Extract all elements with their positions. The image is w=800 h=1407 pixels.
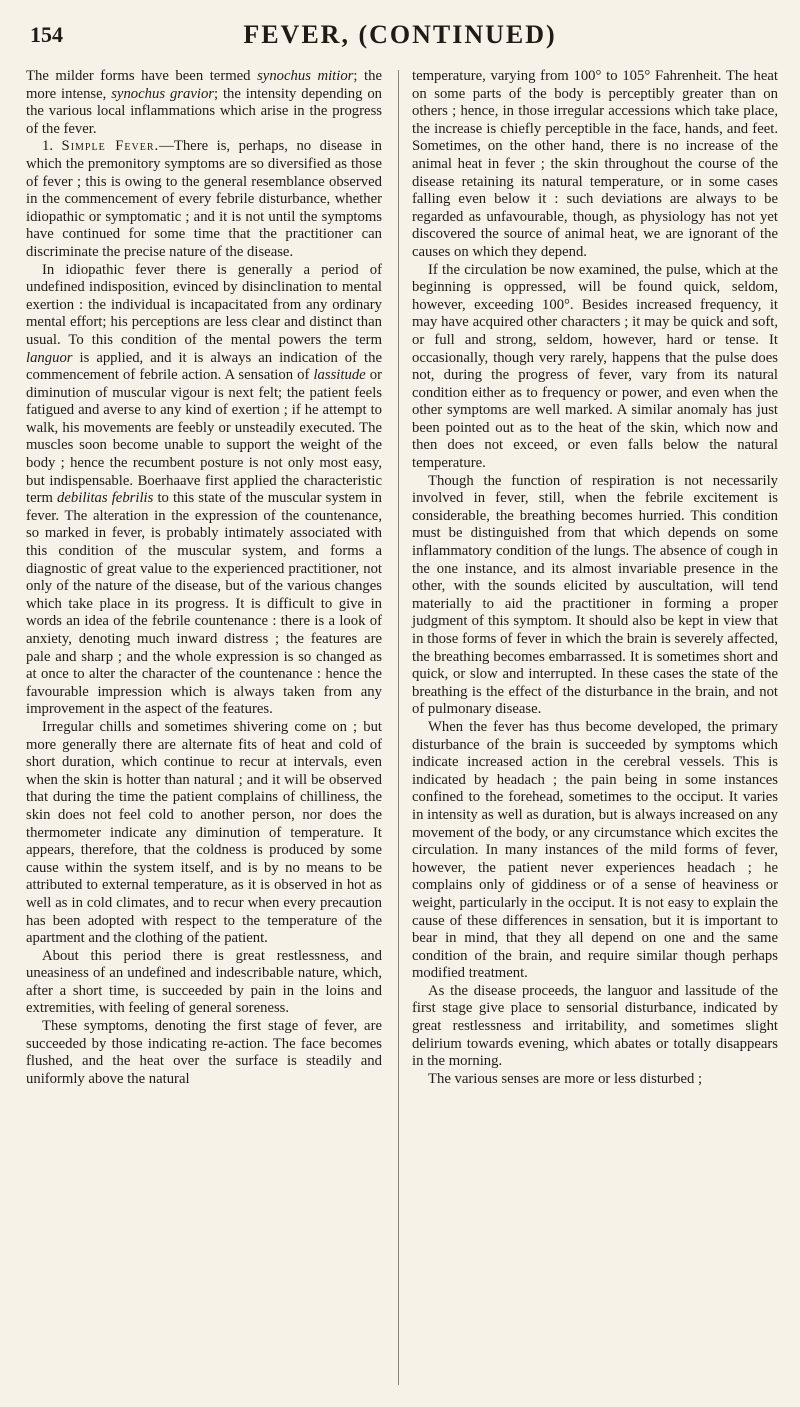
column-divider: [398, 70, 399, 1385]
paragraph-disease-proceeds: As the disease proceeds, the languor and lassitude of the first stage give place to sensorial disturbance, indicated by great restlessness and irritability, and sometimes slight delirium towards evening, which abates or totally disappears in the morning.: [412, 982, 778, 1070]
section-heading: Simple Fever.: [61, 138, 160, 155]
paragraph-simple-fever: 1. Simple Fever.—There is, perhaps, no disease in which the premonitory symptoms are so diversified as those of fever ; this is owing to the general resemblance observed in the commencement of every febrile disturbance, whether idiopathic or symptomatic ; and it is not until the symptoms have continued for some time that the practitioner can discriminate the precise nature of the disease.: [26, 138, 383, 260]
paragraph-circulation: If the circulation be now examined, the pulse, which at the beginning is oppressed, will be found quick, seldom, however, exceeding 100°. Besides increased frequency, it may have acquired other characters ; it may be quick and soft, or full and strong, seldom, however, hard or tense. It occasionally, though very rarely, happens that the pulse does not, during the progress of fever, vary from its natural condition either as to frequency or power, and even when the other symptoms are well marked. A similar anomaly has just been pointed out as to the heat of the skin, which now and then does not exceed, or even falls below the natural temperature.: [412, 261, 778, 472]
paragraph-restlessness: About this period there is great restlessness, and uneasiness of an undefined and indescribable nature, which, after a short time, is succeeded by pain in the loins and extremities, with feeling of general soreness.: [26, 947, 382, 1017]
paragraph-respiration: Though the function of respiration is not necessarily involved in fever, still, when the febrile excitement is considerable, the breathing becomes hurried. This condition must be distinguished from that which depends on some inflammatory condition of the lungs. The absence of cough in the one instance, and its almost invariable presence in the other, with the sounds elicited by auscultation, will tend materially to aid the practitioner in forming a proper judgment of this symptom. It should also be kept in view that in those forms of fever in which the brain is severely affected, the breathing becomes embarrassed. It is sometimes short and quick, or slow and interrupted. In these cases the state of the breathing is the effect of the disturbance in the brain, and not of pulmonary disease.: [412, 472, 778, 718]
page-number: 154: [30, 22, 63, 47]
page-header: [30, 14, 770, 54]
running-head: FEVER, (CONTINUED): [243, 20, 557, 49]
right-column: [412, 68, 778, 1088]
paragraph-idiopathic: In idiopathic fever there is generally a period of undefined indisposition, evinced by disinclination to mental exertion : the individual is incapacitated from any ordinary mental effort; his perceptions are less clear and distinct than usual. To this condition of the mental powers the term languor is applied, and it is always an indication of the commencement of febrile action. A sensation of lassitude or diminution of muscular vigour is next felt; the patient feels fatigued and averse to any kind of exertion ; if he attempt to walk, his movements are feebly or unsteadily executed. The muscles soon become unable to support the weight of the body ; hence the recumbent posture is not only most easy, but indispensable. Boerhaave first applied the characteristic term debilitas febrilis to this state of the muscular system in fever. The alteration in the expression of the countenance, so marked in fever, is probably intimately associated with this condition of the muscular system, and forms a diagnostic of great value to the experienced practitioner, not only of the nature of the disease, but of the various changes which take place in its progress. It is difficult to give in words an idea of the febrile countenance : there is a look of anxiety, denoting much inward distress ; the features are pale and sharp ; and the whole expression is so changed as at once to alter the character of the countenance : hence the favourable impression which is always taken from any improvement in the aspect of the features.: [26, 261, 382, 718]
paragraph-chills: Irregular chills and sometimes shivering come on ; but more generally there are alternate fits of heat and cold of short duration, which continue to recur at intervals, even when the skin is hotter than natural ; and it will be observed that during the time the patient complains of chilliness, the skin does not feel cold to another person, nor does the thermometer indicate any diminution of temperature. It appears, therefore, that the coldness is produced by some cause within the system itself, and is by no means to be attributed to external temperature, as it is observed in hot as well as in cold climates, and to recur when every precaution has been adopted with respect to the temperature of the apartment and the clothing of the patient.: [26, 718, 382, 947]
paragraph-brain: When the fever has thus become developed, the primary disturbance of the brain is succeeded by symptoms which indicate increased action in the cerebral vessels. This is indicated by headach ; the pain being in some instances confined to the forehead, sometimes to the occiput. It varies in intensity as well as duration, but is always increased on any movement of the body, or any circumstance which excites the circulation. In many instances of the mild forms of fever, however, the patient never experiences headach ; he complains only of giddiness or of a sense of heaviness or weight, particularly in the occiput. It is not easy to explain the cause of these differences in sensation, but it is important to bear in mind, that they all depend on one and the same condition of the brain, and require similar though perhaps modified treatment.: [412, 718, 778, 982]
paragraph-senses: The various senses are more or less disturbed ;: [428, 1070, 703, 1087]
paragraph-forms: The milder forms have been termed synochus mitior; the more intense, synochus gravior; the intensity depending on the various local inflammations which arise in the progress of the fever.: [26, 68, 383, 137]
paragraph-temperature: temperature, varying from 100° to 105° Fahrenheit. The heat on some parts of the body is perceptibly greater than on others ; hence, in those irregular accessions which take place, the increase is chiefly perceptible in the face, hands, and feet. Sometimes, on the other hand, there is no increase of the animal heat in fever ; the skin throughout the course of the disease retaining its natural temperature, or in some cases falling even below it : such deviations are always to be regarded as unfavourable, though, as physiology has not yet discovered the source of animal heat, we are ignorant of the causes on which they depend.: [412, 68, 778, 260]
left-column: [26, 68, 382, 1088]
paragraph-first-stage: These symptoms, denoting the first stage of fever, are succeeded by those indicating re-action. The face becomes flushed, and the heat over the surface is steadily and uniformly above the natural: [26, 1018, 382, 1087]
